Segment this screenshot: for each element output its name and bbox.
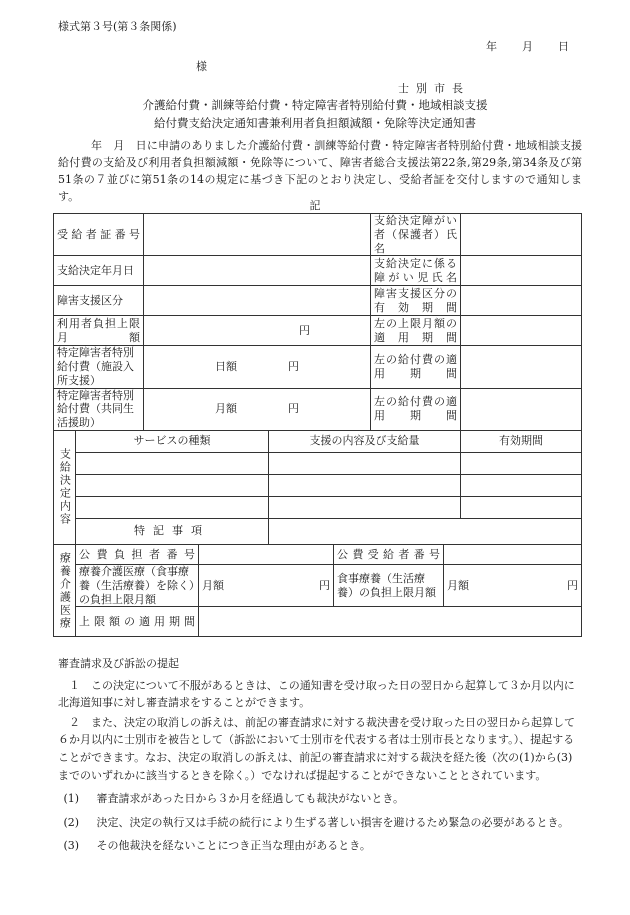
appeal-item-1 [58, 790, 582, 808]
support-category-period-label: 障害支援区分の有効期間 [371, 286, 461, 316]
appeal-item-1-num: (1) [63, 792, 80, 806]
burden-limit-period-value [461, 316, 582, 346]
meal-limit-label: 食事療養（生活療養）の負担上限月額 [334, 565, 444, 607]
appeal-item-2-num: (2) [63, 815, 80, 829]
appeal-item-1-text: 審査請求があった日から３か月を経過しても裁決がないとき。 [96, 792, 404, 806]
special-notes-value [269, 518, 582, 544]
appeal-item-2 [58, 814, 582, 832]
addressee-suffix: 様 [196, 60, 207, 73]
medical-table [53, 544, 582, 637]
appeal-paragraph-1: １ この決定について不服があるときは、この通知書を受け取った日の翌日から起算して３か月以内に北海道知事に対し審査請求をすることができます。 [58, 678, 575, 710]
disabled-person-name-value [461, 214, 582, 256]
monthly-amount-label: 月額 [215, 402, 237, 416]
payer-number-label: 公費負担者番号 [76, 545, 199, 565]
medical-limit-label: 療養介護医療（食事療養（生活療養）を除く）の負担上限月額 [76, 565, 199, 607]
title-line-1: 介護給付費・訓練等給付費・特定障害者特別給付費・地域相談支援 [142, 98, 488, 112]
medical-section-label: 療養介護医療 [54, 545, 76, 637]
decision-table [53, 213, 582, 545]
appeal-item-3-text: その他裁決を経ないことにつき正当な理由があるとき。 [96, 839, 371, 853]
disabled-person-name-label: 支給決定障がい者（保護者）氏名 [371, 214, 461, 256]
col-valid-period: 有効期間 [461, 430, 582, 452]
col-support-content: 支援の内容及び支給量 [269, 430, 461, 452]
appeal-paragraph-2: ２ また、決定の取消しの訴えは、前記の審査請求に対する裁決書を受け取った日の翌日から起算して６か月以内に士別市を被告として（訴訟において士別市を代表する者は士別市長となります。）、提起することができます。なお、決定の取消しの訴えは、前記の審査請求に対する裁決を経た後（次の(1)から(3)までのいずれかに該当するときを除く。）でなければ提起することができないこととされています。 [58, 715, 575, 782]
appeal-item-2-text: 決定、決定の執行又は手続の続行により生ずる著しい損害を避けるため緊急の必要があるとき。 [96, 815, 570, 829]
medical-monthly-label: 月額 [202, 578, 224, 592]
benefit-period2-label: 左の給付費の適用期間 [371, 388, 461, 430]
appeal-section [58, 655, 582, 855]
special-benefit-group-value [144, 388, 371, 430]
medical-limit-value [199, 565, 334, 607]
date-year-label: 年 [486, 40, 497, 53]
decision-date-value [144, 256, 371, 286]
recipient-number-label: 受給者証番号 [54, 214, 144, 256]
child-name-label: 支給決定に係る障がい児氏名 [371, 256, 461, 286]
special-notes-label: 特記事項 [76, 518, 269, 544]
limit-period-value [199, 607, 582, 637]
meal-monthly-label: 月額 [447, 578, 469, 592]
appeal-item-3 [58, 837, 582, 855]
burden-limit-period-label: 左の上限月額の適用期間 [371, 316, 461, 346]
special-benefit-facility-value [144, 346, 371, 388]
issuer-name: 士別市長 [398, 82, 470, 95]
monthly-amount-yen: 円 [288, 402, 299, 416]
payer-number-value [199, 545, 334, 565]
decision-content-label: 支給決定内容 [54, 430, 76, 544]
special-benefit-facility-label: 特定障害者特別給付費（施設入所支援） [54, 346, 144, 388]
child-name-value [461, 256, 582, 286]
decision-date-label: 支給決定年月日 [54, 256, 144, 286]
meal-limit-value [444, 565, 582, 607]
daily-amount-label: 日額 [215, 360, 237, 373]
burden-limit-label: 利用者負担上限月額 [54, 316, 144, 346]
notice-body: 年 月 日に申請のありました介護給付費・訓練等給付費・特定障害者特別給付費・地域相談支援給付費の支給及び利用者負担額減額・免除等について、障害者総合支援法第22条,第29条,第34条及び第51条の７並びに第51条の14の規定に基づき下記のとおり決定し、受給者証を交付しますので通知します。 [58, 139, 582, 204]
title-line-2: 給付費支給決定通知書兼利用者負担額減額・免除等決定通知書 [154, 115, 476, 130]
date-day-label: 日 [558, 40, 569, 53]
benefit-period-label: 左の給付費の適用期間 [371, 346, 461, 388]
benefit-period-value [461, 346, 582, 388]
public-recipient-number-label: 公費受給者番号 [334, 545, 444, 565]
special-benefit-group-label: 特定障害者特別給付費（共同生活援助） [54, 388, 144, 430]
burden-limit-yen: 円 [299, 323, 310, 337]
limit-period-label: 上限額の適用期間 [76, 607, 199, 637]
document-title [0, 97, 630, 133]
meal-limit-yen: 円 [567, 578, 578, 592]
burden-limit-value [144, 316, 371, 346]
appeal-item-3-num: (3) [63, 839, 80, 853]
benefit-period2-value [461, 388, 582, 430]
table-row [54, 452, 582, 474]
support-category-label: 障害支援区分 [54, 286, 144, 316]
support-category-period-value [461, 286, 582, 316]
public-recipient-number-value [444, 545, 582, 565]
table-row [54, 474, 582, 496]
recipient-number-value [144, 214, 371, 256]
table-row [54, 496, 582, 518]
col-service-type: サービスの種類 [76, 430, 269, 452]
daily-amount-yen: 円 [288, 360, 299, 373]
form-number: 様式第３号(第３条関係) [58, 20, 177, 33]
medical-limit-yen: 円 [319, 578, 330, 592]
appeal-heading: 審査請求及び訴訟の提起 [58, 657, 179, 670]
date-month-label: 月 [522, 40, 533, 53]
ki-label: 記 [309, 199, 321, 212]
support-category-value [144, 286, 371, 316]
